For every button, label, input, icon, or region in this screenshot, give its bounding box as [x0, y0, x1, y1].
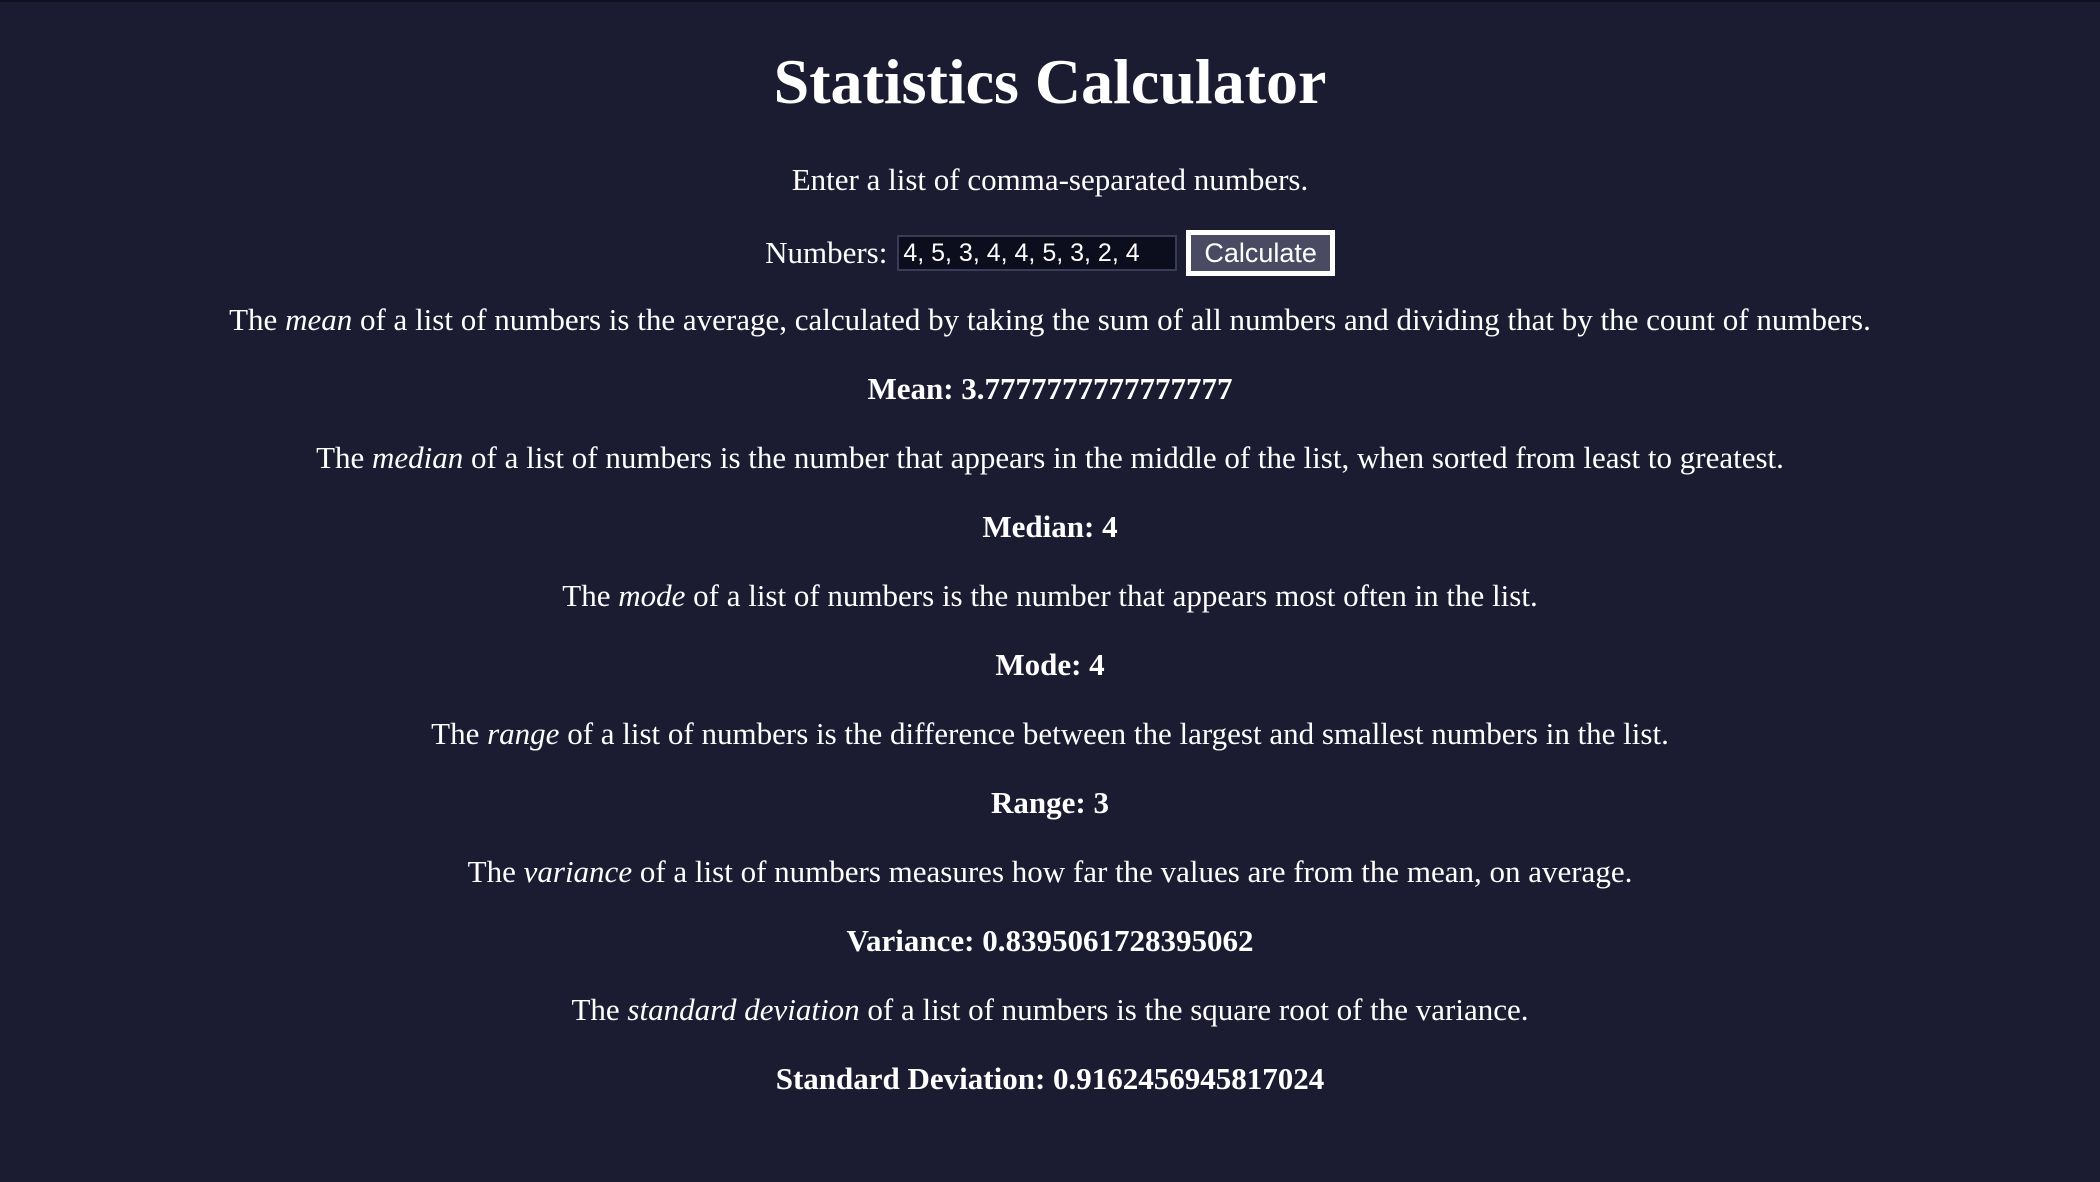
- variance-description: The variance of a list of numbers measures how far the values are from the mean, on average.: [467, 854, 1633, 889]
- mode-section: [0, 576, 2100, 685]
- mean-term: mean: [285, 302, 353, 337]
- variance-term: variance: [523, 854, 633, 889]
- numbers-label: Numbers:: [765, 235, 888, 270]
- median-result: Median: 4: [982, 509, 1118, 544]
- intro-text: Enter a list of comma-separated numbers.: [791, 162, 1309, 197]
- mode-term: mode: [618, 578, 686, 613]
- mean-result: Mean: 3.7777777777777777: [867, 371, 1233, 406]
- std-dev-description: The standard deviation of a list of numbers is the square root of the variance.: [571, 992, 1529, 1027]
- range-term: range: [487, 716, 560, 751]
- numbers-form: [0, 230, 2100, 276]
- mean-section: [0, 300, 2100, 409]
- std-dev-section: [0, 990, 2100, 1099]
- median-section: [0, 438, 2100, 547]
- top-border: [0, 0, 2100, 2]
- median-description: The median of a list of numbers is the number that appears in the middle of the list, when sorted from least to greatest.: [316, 440, 1784, 475]
- range-description: The range of a list of numbers is the difference between the largest and smallest numbers in the list.: [431, 716, 1669, 751]
- page-title: Statistics Calculator: [773, 46, 1327, 117]
- variance-result: Variance: 0.8395061728395062: [846, 923, 1254, 958]
- mode-description: The mode of a list of numbers is the number that appears most often in the list.: [562, 578, 1538, 613]
- mean-description: The mean of a list of numbers is the average, calculated by taking the sum of all numbers and dividing that by the count of numbers.: [229, 302, 1871, 337]
- numbers-input[interactable]: [897, 235, 1177, 271]
- range-section: [0, 714, 2100, 823]
- mode-result: Mode: 4: [995, 647, 1105, 682]
- std-dev-term: standard deviation: [627, 992, 860, 1027]
- median-term: median: [372, 440, 464, 475]
- calculate-button[interactable]: Calculate: [1186, 230, 1335, 276]
- range-result: Range: 3: [991, 785, 1109, 820]
- variance-section: [0, 852, 2100, 961]
- std-dev-result: Standard Deviation: 0.9162456945817024: [775, 1061, 1325, 1096]
